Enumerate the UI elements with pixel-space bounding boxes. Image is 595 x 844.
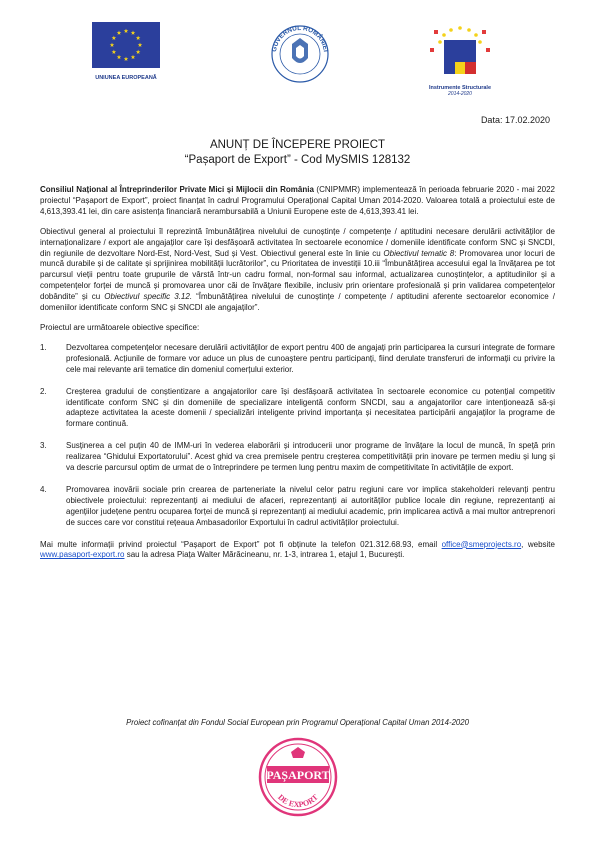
structural-instruments-logo bbox=[420, 22, 500, 97]
government-logo bbox=[268, 22, 332, 89]
svg-text:GUVERNUL ROMÂNIEI: GUVERNUL ROMÂNIEI bbox=[271, 24, 329, 53]
list-item-text: Susținerea a cel puțin 40 de IMM-uri în vederea elaborării și introducerii unor programe de învățare la locul de muncă, în speță prin realizarea “Ghidului Exportatorului”. Acest ghid va crea premisele pentru creșterea competitivității prin inovare pe termen mediu și lung și va descrie parcursul optim de urmat de o întreprindere pe termen lung pentru maxim de competitivitate în activitățile de export. bbox=[66, 441, 555, 473]
list-item bbox=[40, 485, 555, 529]
list-item-number: 4. bbox=[40, 484, 47, 494]
structural-instruments-label: Instrumente Structurale bbox=[428, 85, 492, 91]
specific-objective-ref: Obiectivul specific 3.12. bbox=[104, 292, 193, 302]
website-link[interactable]: www.pasaport-export.ro bbox=[40, 550, 125, 560]
list-item-number: 1. bbox=[40, 342, 47, 352]
title-line-2: “Pașaport de Export” - Cod MySMIS 128132 bbox=[184, 154, 411, 166]
general-objective-text-1: Obiectivul general al proiectului îl reprezintă îmbunătățirea nivelului de cunoștințe / competențe / aptitudini necesare derulării activităților de internaționalizare / export ale angajaților care își desfășoară activitatea în sectoarele economice / domeniile identificate conform SNC și SNCDI, din regiunile de dezvoltare Nord-Est, Nord-Vest, Sud și Vest. Obiectivul general este în linie cu bbox=[40, 226, 555, 258]
intro-organization: Consiliul Național al Întreprinderilor Private Mici și Mijlocii din România bbox=[40, 185, 314, 194]
intro-paragraph bbox=[40, 185, 555, 218]
thematic-objective: Obiectivul tematic 8 bbox=[383, 248, 455, 258]
list-item-number: 2. bbox=[40, 386, 47, 396]
intro-text: (CNIPMMR) implementează în perioada februarie 2020 - mai 2022 proiectul “Pașaport de Export”, proiect finanțat în cadrul Programului Operațional Capital Uman 2014-2020. Valoarea totală a proiectului este de 4,613,393.41 lei, din care asistența financiară nerambursabilă a Uniunii Europene este de 4,613,393.41 lei. bbox=[40, 185, 555, 216]
email-link[interactable]: office@smeprojects.ro bbox=[441, 539, 522, 549]
stamp-icon bbox=[257, 736, 339, 818]
pasaport-export-stamp bbox=[257, 736, 339, 818]
svg-text:DE EXPORT: DE EXPORT bbox=[276, 792, 320, 810]
structural-instruments-years: 2014-2020 bbox=[448, 91, 472, 97]
specific-objectives-list bbox=[40, 343, 555, 529]
document-title bbox=[40, 138, 555, 168]
document-body bbox=[40, 185, 555, 570]
list-item-text: Creșterea gradului de conștientizare a angajatorilor care își desfășoară activitatea în sectoarele economice cu potențial competitiv identificate conform SNC și din domeniile de specializare inteligentă conform SNCDI, sau a angajatorilor care intenționează să-și adapteze activitatea la aceste domenii / specializări inteligente privind importanța și necesitatea participării angajaților la programe de formare continuă. bbox=[66, 386, 555, 429]
structural-instruments-icon bbox=[420, 22, 500, 78]
svg-text:PAȘAPORT: PAȘAPORT bbox=[266, 768, 330, 782]
contact-text-3: sau la adresa Piața Walter Mărăcineanu, nr. 1-3, intrarea 1, etajul 1, București. bbox=[124, 550, 405, 560]
contact-paragraph bbox=[40, 540, 555, 562]
title-line-1: ANUNȚ DE ÎNCEPERE PROIECT bbox=[209, 139, 386, 151]
list-item bbox=[40, 387, 555, 431]
general-objective-text-3: “Îmbunătățirea nivelului de cunoștințe / competențe / aptitudini aferente sectoarelor economice / domeniilor identificate conform SNC și SNCDI ale angajaților”. bbox=[40, 292, 555, 313]
general-objective-paragraph bbox=[40, 227, 555, 314]
eu-flag-icon bbox=[92, 22, 160, 68]
general-objective-text-2: : Promovarea unor locuri de muncă durabile și de calitate și sprijinirea mobilității lucrătorilor”, cu Prioritatea de investiții 10.iii “Îmbunătățirea accesului egal la învățarea pe tot parcursul vieții pentru toate grupurile de vârstă într-un cadru formal, non-formal sau informal, actualizarea cunoștințelor, a aptitudinilor și a competențelor forței de muncă și promovarea unor căi de învățare flexibile, inclusiv prin orientare profesională și prin validarea competențelor dobândite” și cu bbox=[40, 248, 555, 302]
eu-label: UNIUNEA EUROPEANĂ bbox=[95, 75, 157, 81]
document-date: Data: 17.02.2020 bbox=[480, 115, 550, 125]
specific-objectives-intro: Proiectul are următoarele obiective specifice: bbox=[40, 322, 200, 332]
list-item-text: Promovarea inovării sociale prin crearea de parteneriate la nivelul celor patru regiuni care vor implica stakeholderi relevanți pentru obiectivele proiectului: reprezentanți ai mediului de afaceri, reprezentanți ai autorităților publice locale din regiune, reprezentanți ai agențiilor județene pentru ocuparea forței de muncă și reprezentanți ai mediului academic, prin implicarea activă a mai multor antreprenori de succes care vor constitui rețeaua Ambasadorilor Exportului în cadrul activităților proiectului. bbox=[66, 484, 555, 527]
cofinancing-note: Proiect cofinanțat din Fondul Social European prin Programul Operațional Capital Uman 2014-2020 bbox=[126, 718, 469, 727]
list-item bbox=[40, 441, 555, 474]
contact-text-2: , website bbox=[521, 539, 555, 549]
eu-logo bbox=[92, 22, 160, 81]
government-seal-icon bbox=[268, 22, 332, 84]
contact-text-1: Mai multe informații privind proiectul “Pașaport de Export” pot fi obținute la telefon 021.312.68.93, email bbox=[40, 539, 442, 549]
list-item bbox=[40, 343, 555, 376]
list-item-number: 3. bbox=[40, 441, 47, 451]
list-item-text: Dezvoltarea competențelor necesare derulării activităților de export pentru 400 de angajați prin participarea la cursuri integrate de formare profesională. Acțiunile de formare vor aduce un plus de cunoaștere pentru participanți, fiind derulate transferuri de informații cu privire la cele mai relevante arii tematice din domeniul comerțului exterior. bbox=[66, 342, 555, 374]
